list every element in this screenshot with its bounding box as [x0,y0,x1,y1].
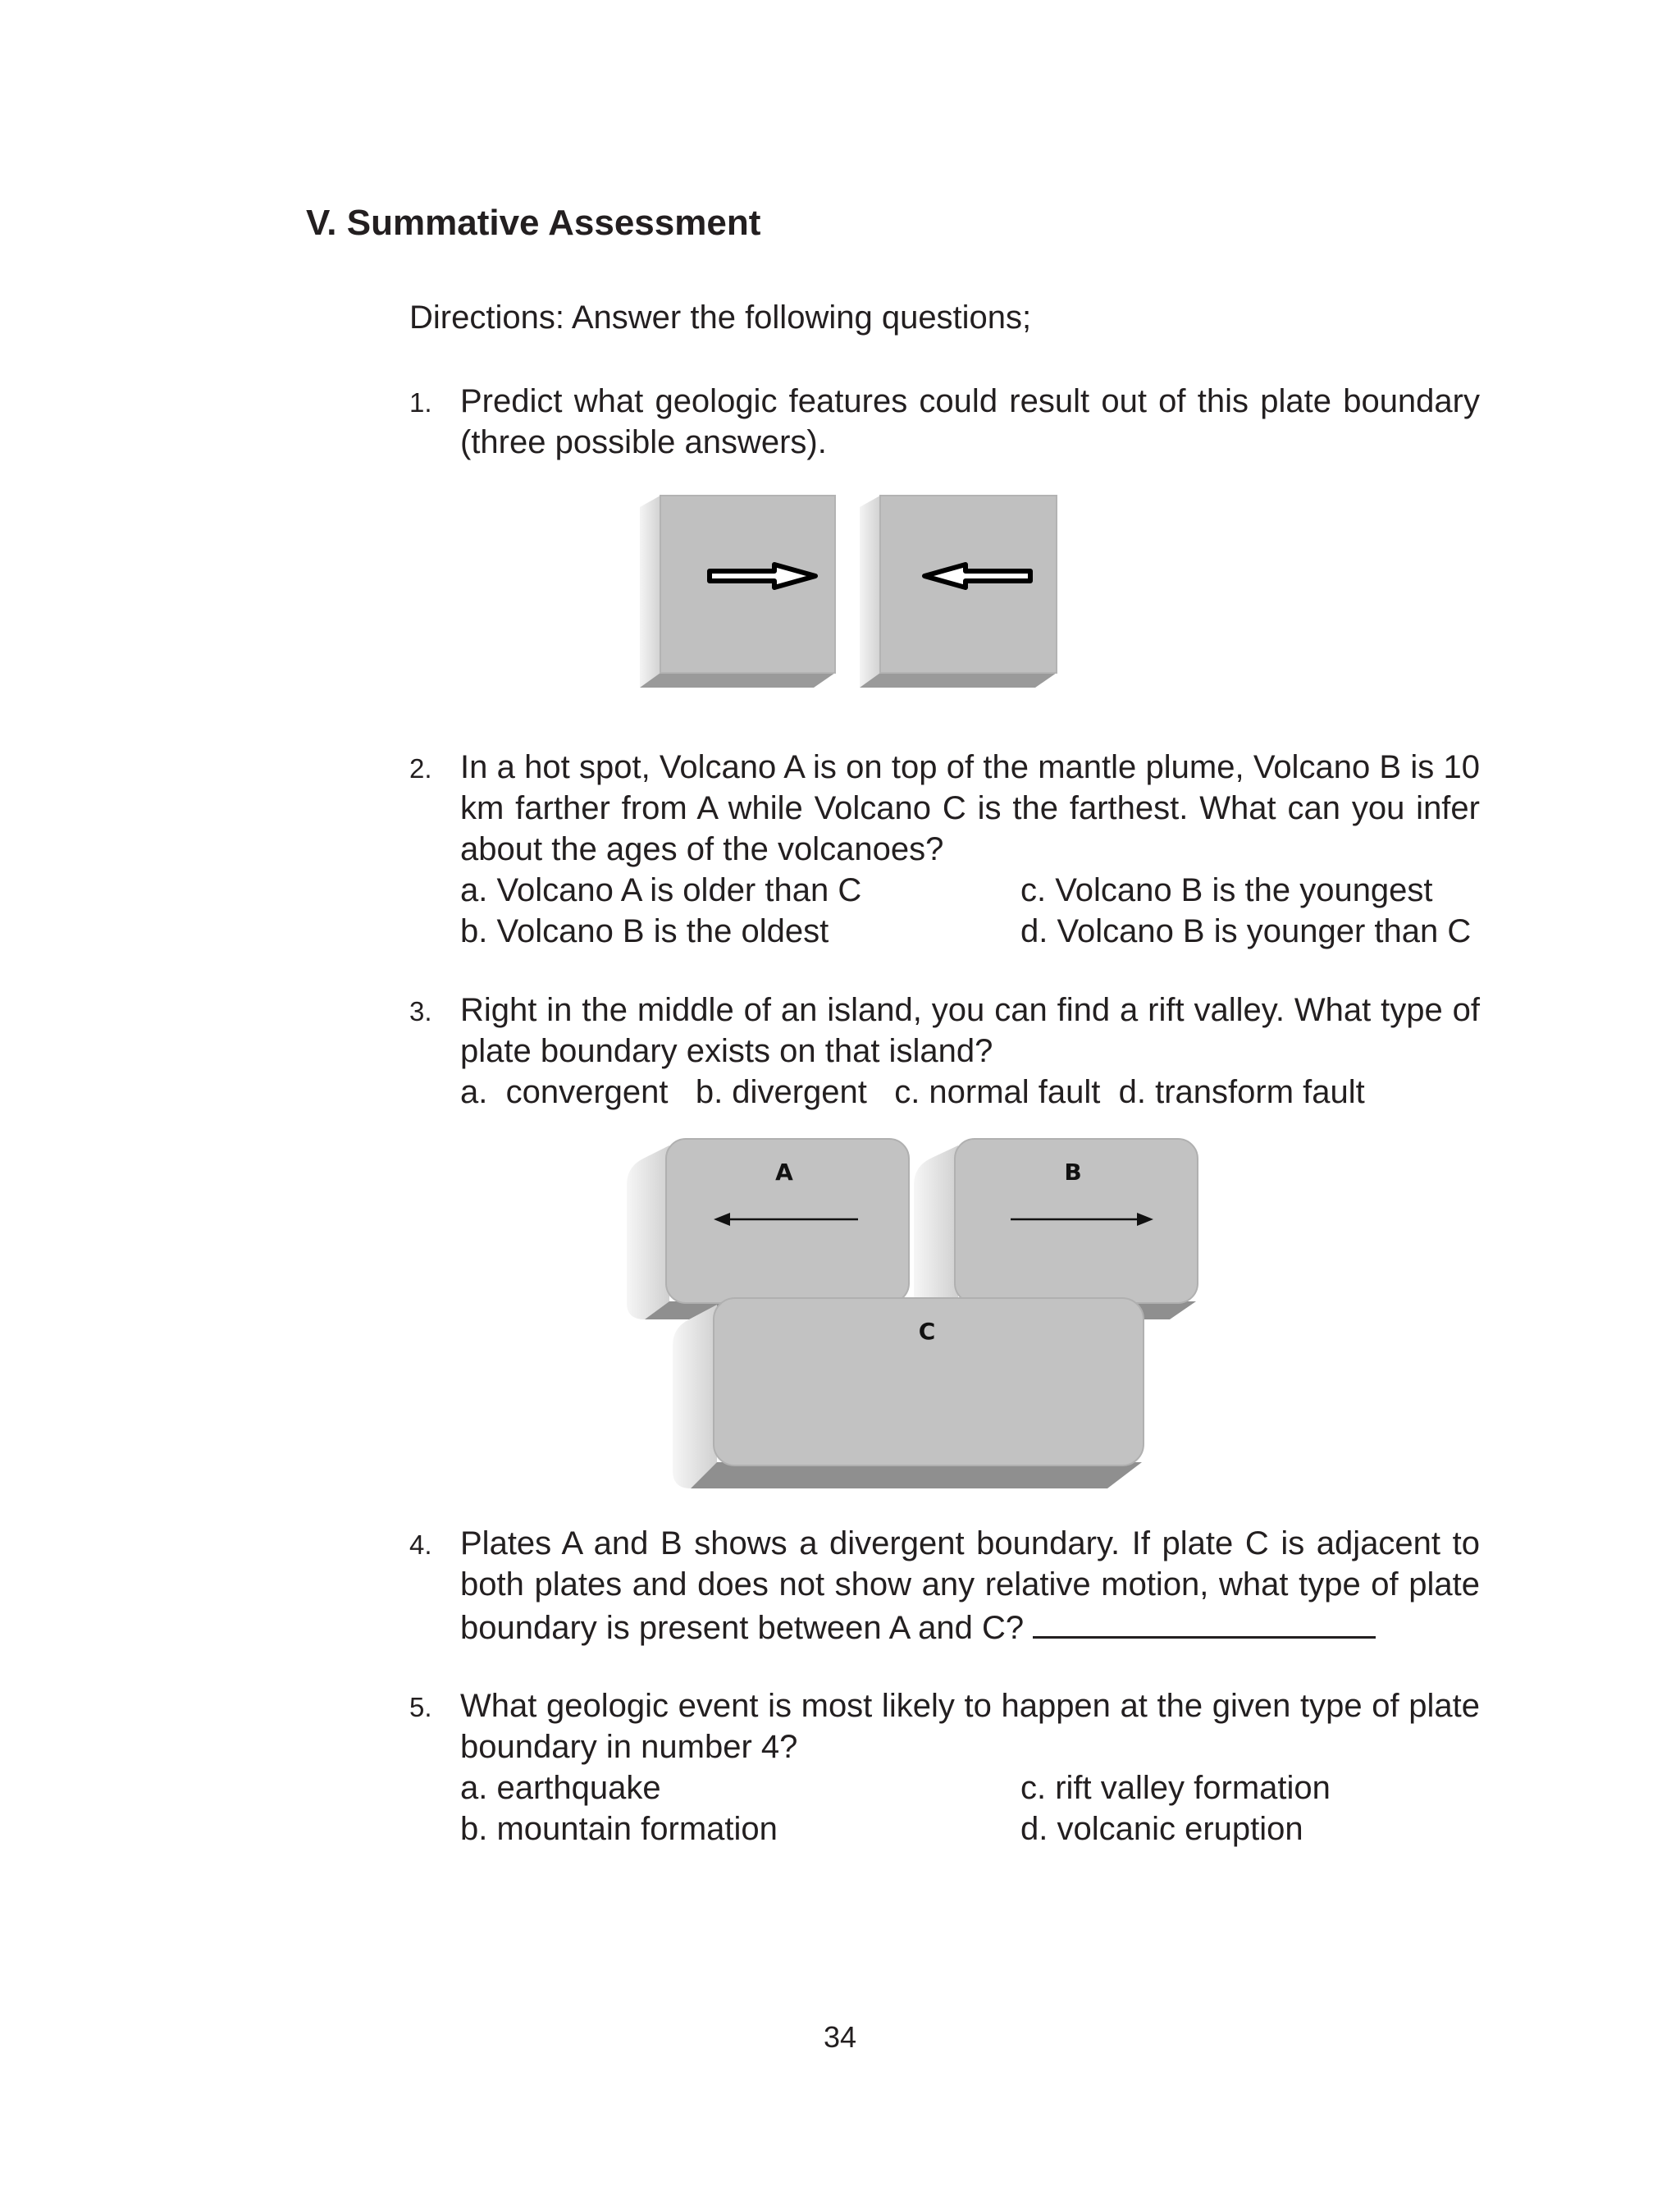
question-stem: What geologic event is most likely to happen at the given type of plate boundary in number 4? [460,1688,1480,1765]
question-3 [409,990,1480,1113]
directions-text: Directions: Answer the following questions; [409,299,1032,336]
option-d: d. volcanic eruption [1020,1811,1303,1847]
option-b: b. Volcano B is the oldest [460,913,829,949]
question-stem-text: Plates A and B shows a divergent boundary. If plate C is adjacent to both plates and does not show any relative motion, what type of plate boundary is present between A and C? [460,1525,1480,1646]
plate-a-label: A [775,1159,793,1186]
option-d: d. Volcano B is younger than C [1020,913,1472,949]
question-stem: In a hot spot, Volcano A is on top of the mantle plume, Volcano B is 10 km farther from A while Volcano C is the farthest. What can you infer about the ages of the volcanoes? [460,749,1480,867]
option-c: c. Volcano B is the youngest [1020,872,1433,908]
question-1 [409,381,1480,463]
page-number: 34 [823,2020,857,2054]
option-c: c. rift valley formation [1020,1770,1331,1806]
question-stem: Predict what geologic features could result out of this plate boundary (three possible answers). [460,383,1480,460]
divergent-plates-figure [620,1134,1204,1493]
question-4 [409,1523,1480,1648]
plate-c-label: C [918,1318,936,1345]
option-a: a. earthquake [460,1770,661,1806]
question-number: 2. [409,753,432,784]
option-b: b. mountain formation [460,1811,778,1847]
plate-b-label: B [1064,1159,1082,1186]
plate-block-right [860,496,1057,688]
question-number: 1. [409,387,432,418]
answer-blank-line[interactable] [1033,1605,1376,1639]
question-options: a. convergent b. divergent c. normal fault d. transform fault [460,1074,1365,1110]
question-number: 4. [409,1529,432,1560]
convergent-plates-figure [623,491,1066,701]
question-stem [460,1523,1480,1648]
plate-block-left [640,496,835,688]
question-number: 3. [409,996,432,1026]
plate-b [914,1139,1198,1319]
plate-a [627,1139,909,1319]
section-heading: V. Summative Assessment [306,203,761,243]
plate-c [673,1298,1144,1488]
question-5 [409,1685,1480,1849]
question-stem: Right in the middle of an island, you can find a rift valley. What type of plate boundary exists on that island? [460,992,1480,1069]
option-a: a. Volcano A is older than C [460,872,862,908]
question-2 [409,747,1480,952]
question-number: 5. [409,1692,432,1722]
